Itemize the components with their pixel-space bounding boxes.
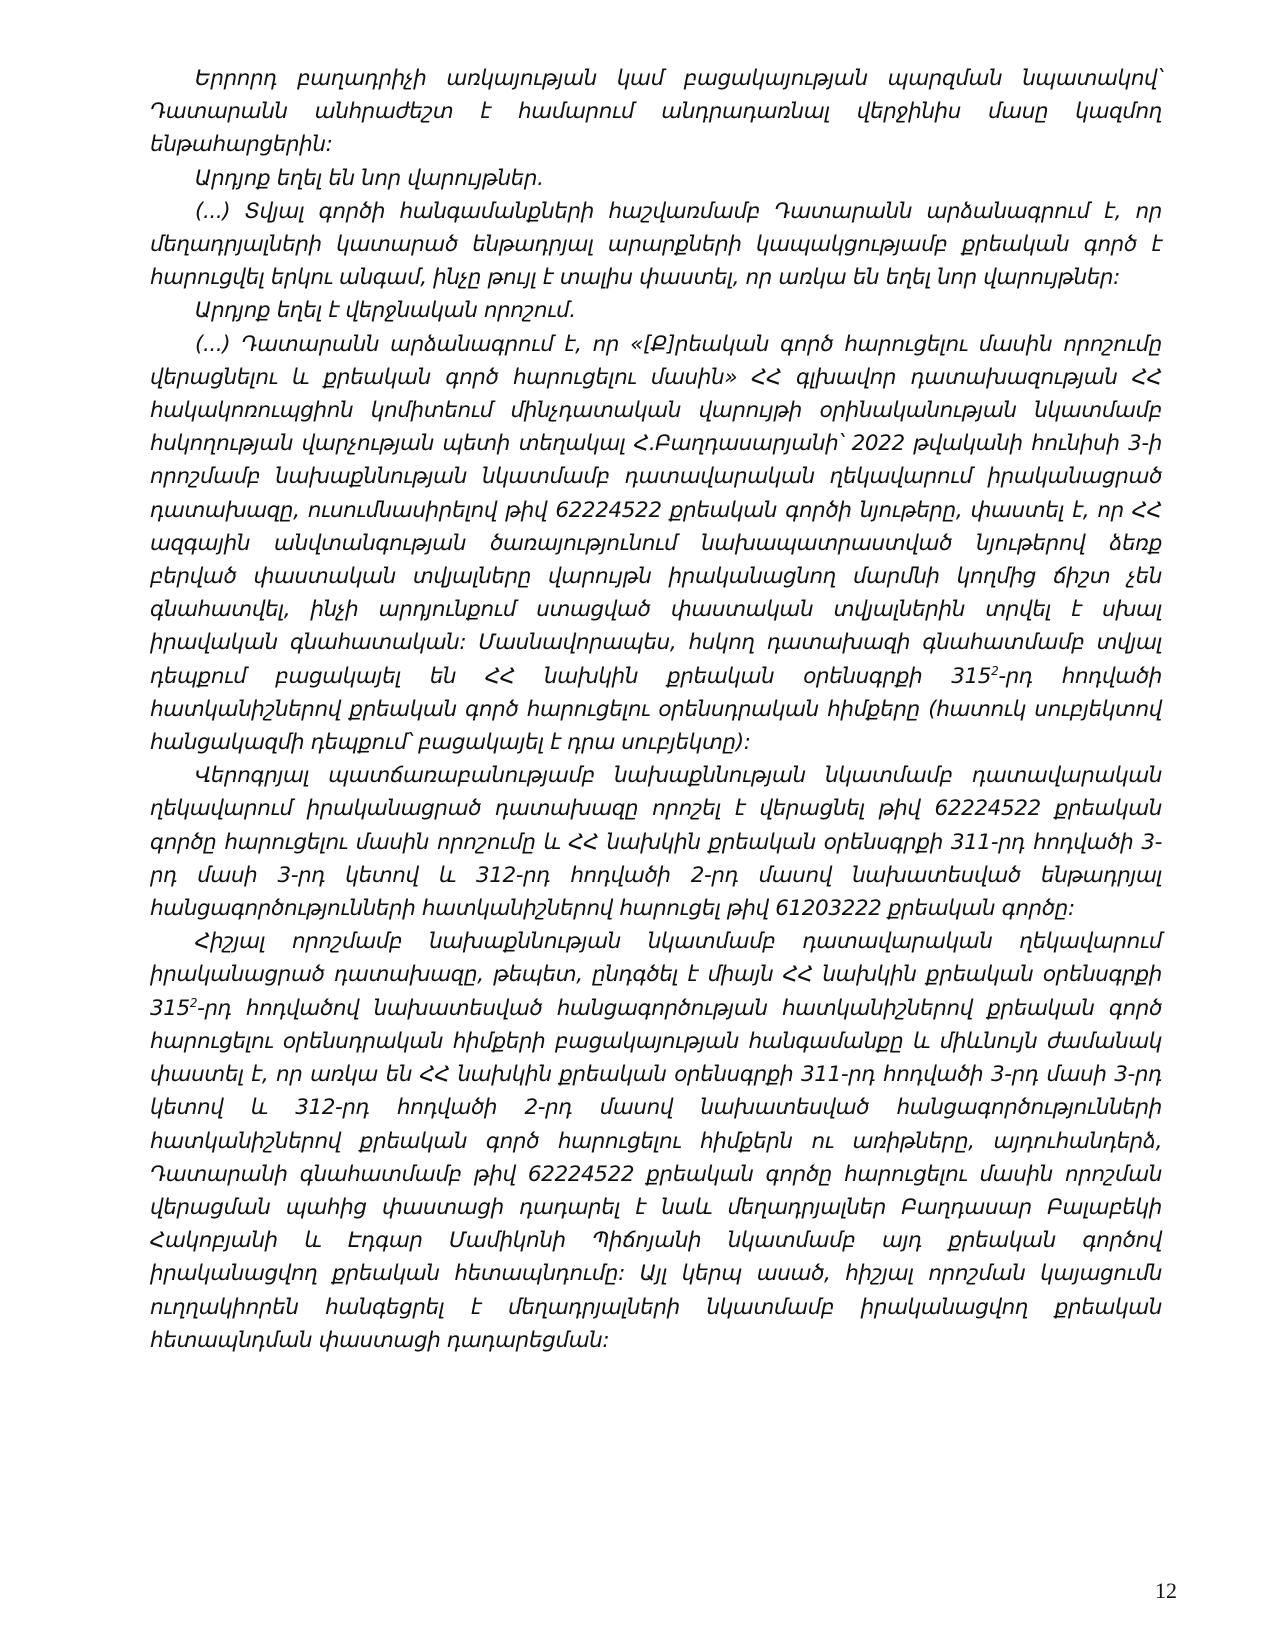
page-number: 12 — [1155, 1578, 1177, 1603]
paragraph-court-assessment — [150, 925, 1162, 1357]
paragraph-text-part: Հիշյալ որոշմամբ նախաքննության նկատմամբ դատավարական ղեկավարում իրականացրած դատախազը, թեպետ, ընդգծել է միայն ՀՀ նախկին քրեական օրենսգրքի 315 — [150, 929, 1162, 1021]
paragraph-heading-final-decision: Արդյոք եղել է վերջնական որոշում. — [195, 298, 576, 324]
paragraph-text-part: -րդ հոդվածի հատկանիշներով քրեական գործ հարուցելու օրենսդրական հիմքերը (հատուկ սուբյեկտով հանցակազմի դեպքում՝ բացակայել է դրա սուբյեկտը): — [150, 663, 1162, 756]
paragraph-court-notes — [150, 328, 1162, 760]
paragraph-text-part: -րդ հոդվածով նախատեսված հանցագործության հատկանիշներով քրեական գործ հարուցելու օրենսդրական հիմքերի բացակայության հանգամանքը և միևնույն ժամանակ փաստել է, որ առկա են ՀՀ նախկին քրեական օրենսգրքի 311-րդ հոդվածի 3-րդ մասի 3-րդ կետով և 312-րդ հոդվածի 2-րդ մասով նախատեսված հանցագործությունների հատկանիշներով քրեական գործ հարուցելու հիմքերն ու առիթները, այդուհանդերձ, Դատարանի գնահատմամբ թիվ 62224522 քրեական գործը հարուցելու մասին որոշման վերացման պահից փաստացի դադարել է նաև մեղադրյալներ Բաղդասար Բալաբեկի Հակոբյանի և Էդգար Մամիկոնի Պիճոյանի նկատմամբ այդ քրեական գործով իրականացվող քրեական հետապնդումը: Այլ կերպ ասած, հիշյալ որոշման կայացումն ուղղակիորեն հանգեցրել է մեղադրյալների նկատմամբ իրականացվող քրեական հետապնդման փաստացի դադարեցման: — [150, 995, 1162, 1353]
paragraph-text-part: (...) Դատարանն արձանագրում է, որ «[Ք]րեական գործ հարուցելու մասին որոշումը վերացնելու և քրեական գործ հարուցելու մասին» ՀՀ գլխավոր դատախազության ՀՀ հակակոռուպցիոն կոմիտեում մինչդատական վարույթի օրինականության նկատմամբ հսկողության վարչության պետի տեղակալ Հ.Բաղդասարյանի՝ 2022 թվականի հունիսի 3-ի որոշմամբ նախաքննության նկատմամբ դատավարական ղեկավարում իրականացրած դատախազը, ուսումնասիրելով թիվ 62224522 քրեական գործի նյութերը, փաստել է, որ ՀՀ ազգային անվտանգության ծառայությունում նախապատրաստված նյութերով ձեռք բերված փաստական տվյալները վարույթն իրականացնող մարմնի կողմից ճիշտ չեն գնահատվել, ինչի արդյունքում ստացված փաստական տվյալներին տրվել է սխալ իրավական գնահատական: Մասնավորապես, հսկող դատախազի գնահատմամբ տվյալ դեպքում բացակայել են ՀՀ նախկին քրեական օրենսգրքի 315 — [150, 331, 1162, 689]
paragraph-third-component: Երրորդ բաղադրիչի առկայության կամ բացակայության պարզման նպատակով՝ Դատարանն անհրաժեշտ է համարում անդրադառնալ վերջինիս մասը կազմող ենթահարցերին: — [150, 66, 1162, 158]
paragraph-prosecutor-decision: Վերոգրյալ պատճառաբանությամբ նախաքննության նկատմամբ դատավարական ղեկավարում իրականացրած դատախազը որոշել է վերացնել թիվ 62224522 քրեական գործը հարուցելու մասին որոշումը և ՀՀ նախկին քրեական օրենսգրքի 311-րդ հոդվածի 3-րդ մասի 3-րդ կետով և 312-րդ հոդվածի 2-րդ մասով նախատեսված ենթադրյալ հանցագործությունների հատկանիշներով հարուցել թիվ 61203222 քրեական գործը: — [150, 763, 1162, 922]
paragraph-new-proceedings: (...) Տվյալ գործի հանգամանքների հաշվառմամբ Դատարանն արձանագրում է, որ մեղադրյալների կատարած ենթադրյալ արարքների կապակցությամբ քրեական գործ է հարուցվել երկու անգամ, ինչը թույլ է տալիս փաստել, որ առկա են եղել նոր վարույթներ: — [150, 198, 1162, 291]
document-body — [150, 62, 1162, 1357]
paragraph-heading-new-proceedings: Արդյոք եղել են նոր վարույթներ. — [195, 165, 544, 191]
superscript: 2 — [991, 663, 999, 678]
superscript: 2 — [189, 995, 198, 1010]
